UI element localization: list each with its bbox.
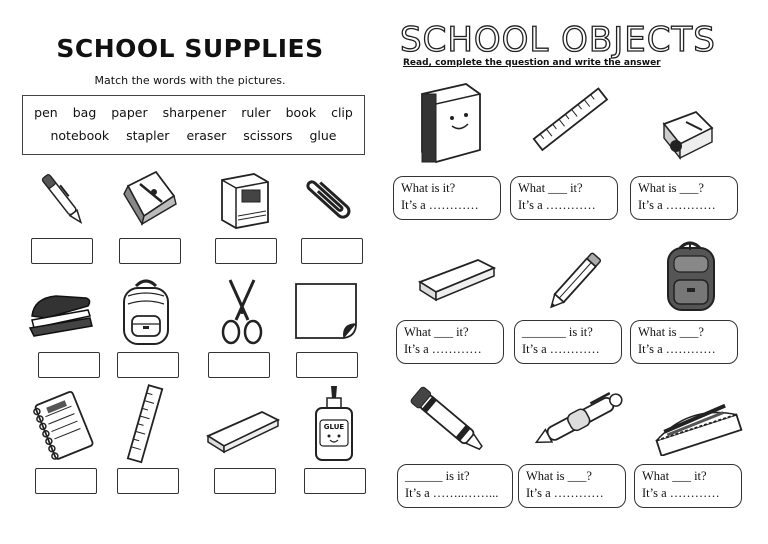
question-box-7[interactable] [397,464,513,508]
question-text: What ___ it? [518,181,583,195]
book-icon [214,168,276,230]
ruler-icon [124,384,168,464]
bag-icon [660,236,722,314]
answer-box-2[interactable] [119,238,181,264]
pencil-icon [540,246,612,316]
answer-text: It’s a ………… [518,198,596,212]
question-box-2[interactable] [510,176,618,220]
answer-box-1[interactable] [31,238,93,264]
question-text: ______ is it? [405,469,470,483]
right-title: SCHOOL OBJECTS [400,20,716,60]
book-icon [414,80,486,166]
notebook-icon [30,388,100,462]
answer-box-8[interactable] [296,352,358,378]
question-text: What is it? [401,181,456,195]
marker-icon [402,384,498,460]
right-instruction: Read, complete the question and write the answer [403,58,661,68]
sharpener-icon [118,166,180,230]
question-box-8[interactable] [518,464,626,508]
question-box-3[interactable] [630,176,738,220]
word-glue: glue [309,128,337,143]
left-title: SCHOOL SUPPLIES [56,34,324,63]
answer-text: It’s a ………… [522,342,600,356]
question-box-4[interactable] [396,320,504,364]
word-bank [22,95,365,155]
pencil-case-icon [644,384,744,456]
question-text: What is ___? [526,469,592,483]
answer-text: It’s a ………… [401,198,479,212]
scissors-icon [218,276,266,348]
word-notebook: notebook [50,128,110,143]
answer-box-3[interactable] [215,238,277,264]
eraser-icon [416,252,498,306]
question-box-6[interactable] [630,320,738,364]
word-sharpener: sharpener [162,105,227,120]
question-box-1[interactable] [393,176,501,220]
ruler-icon [530,84,612,156]
word-book: book [285,105,317,120]
question-box-9[interactable] [634,464,742,508]
glue-icon [310,384,358,464]
answer-text: It’s a ………… [638,198,716,212]
question-box-5[interactable] [514,320,622,364]
word-clip: clip [331,105,353,120]
question-text: What is ___? [638,181,704,195]
clip-icon [300,170,362,228]
answer-text: It’s a ……..……... [405,486,499,500]
sharpener-icon [656,106,718,164]
answer-text: It’s a ………… [404,342,482,356]
question-text: What ___ it? [642,469,707,483]
answer-text: It’s a ………… [526,486,604,500]
eraser-icon [202,402,282,454]
answer-box-5[interactable] [38,352,100,378]
question-text: _______ is it? [522,325,593,339]
pen-icon [524,386,636,450]
left-instruction: Match the words with the pictures. [94,74,286,87]
stapler-icon [26,288,96,342]
answer-box-6[interactable] [117,352,179,378]
word-bag: bag [72,105,97,120]
answer-box-9[interactable] [35,468,97,494]
word-ruler: ruler [241,105,271,120]
question-text: What is ___? [638,325,704,339]
word-bank-row-2 [23,128,364,143]
answer-text: It’s a ………… [642,486,720,500]
pen-icon [30,168,95,230]
word-bank-row-1 [23,105,364,120]
glue-label: GLUE [323,423,345,431]
word-pen: pen [34,105,58,120]
answer-box-10[interactable] [117,468,179,494]
answer-box-4[interactable] [301,238,363,264]
word-eraser: eraser [186,128,227,143]
answer-box-11[interactable] [214,468,276,494]
answer-box-12[interactable] [304,468,366,494]
bag-icon [118,276,174,348]
paper-icon [292,280,360,342]
word-paper: paper [111,105,148,120]
question-text: What ___ it? [404,325,469,339]
word-scissors: scissors [243,128,293,143]
word-stapler: stapler [126,128,170,143]
answer-text: It’s a ………… [638,342,716,356]
answer-box-7[interactable] [208,352,270,378]
